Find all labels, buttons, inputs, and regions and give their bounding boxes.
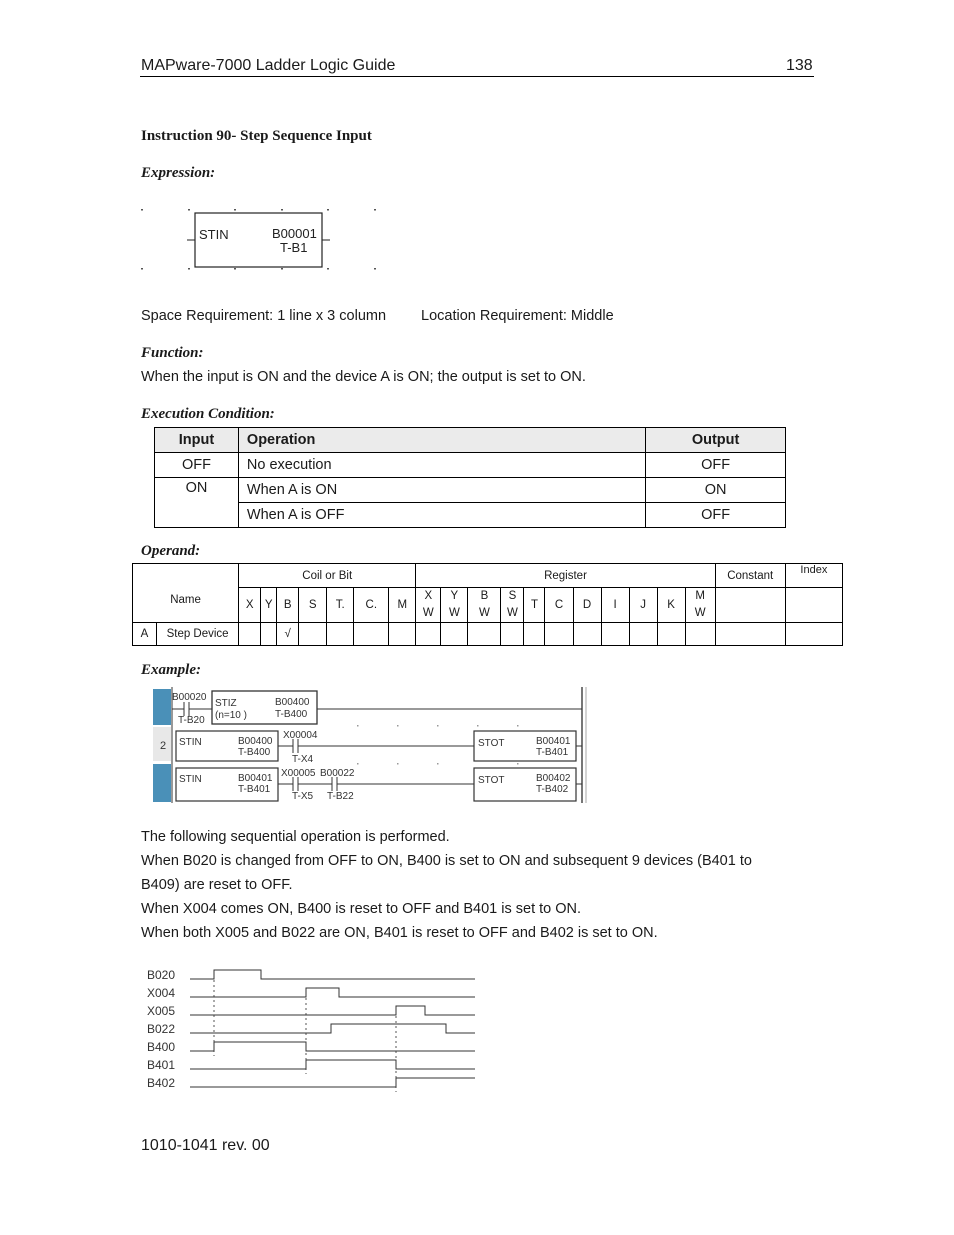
description-line: B409) are reset to OFF. bbox=[141, 877, 293, 893]
col-sw: S W bbox=[501, 588, 524, 623]
col-constant bbox=[715, 588, 785, 623]
header-input: Input bbox=[155, 428, 239, 453]
r3-stot-device: B00402 bbox=[536, 773, 571, 784]
cell-input: ON bbox=[155, 478, 239, 528]
cell-output: ON bbox=[646, 478, 786, 503]
r3-stin-tag: T-B401 bbox=[238, 784, 271, 795]
r3-contact2-tag: T-B22 bbox=[327, 791, 354, 802]
table-row bbox=[133, 623, 843, 646]
col-b: B bbox=[277, 588, 299, 623]
col-d: D bbox=[573, 588, 601, 623]
operand-table bbox=[132, 563, 843, 646]
cell-operation: When A is OFF bbox=[238, 503, 645, 528]
cell-output: OFF bbox=[646, 453, 786, 478]
signal-label: B401 bbox=[147, 1058, 176, 1072]
r2-stin-tag: T-B400 bbox=[238, 747, 271, 758]
r2-contact-tag: T-X4 bbox=[292, 754, 314, 765]
col-x: X bbox=[239, 588, 261, 623]
cell-output: OFF bbox=[646, 503, 786, 528]
table-row bbox=[155, 478, 786, 503]
header-operation: Operation bbox=[238, 428, 645, 453]
cell-operation: No execution bbox=[238, 453, 645, 478]
col-xw: X W bbox=[416, 588, 441, 623]
col-k: K bbox=[657, 588, 685, 623]
instruction-title: Instruction 90- Step Sequence Input bbox=[141, 128, 372, 144]
r1-contact-device: B00020 bbox=[172, 692, 207, 703]
col-bw: B W bbox=[468, 588, 501, 623]
register-group-header: Register bbox=[416, 564, 715, 588]
rung-number: 2 bbox=[160, 740, 167, 752]
signal-label: B402 bbox=[147, 1076, 176, 1090]
description-line: The following sequential operation is performed. bbox=[141, 829, 450, 845]
col-t: T. bbox=[327, 588, 354, 623]
col-index bbox=[785, 588, 842, 623]
function-text: When the input is ON and the device A is ON; the output is set to ON. bbox=[141, 369, 586, 385]
header-title: MAPware-7000 Ladder Logic Guide bbox=[141, 57, 396, 74]
check-b: √ bbox=[277, 623, 299, 646]
col-c: C. bbox=[354, 588, 389, 623]
block-tag: T-B1 bbox=[280, 240, 308, 255]
description-line: When B020 is changed from OFF to ON, B400 is set to ON and subsequent 9 devices (B401 to bbox=[141, 853, 752, 869]
ladder-example bbox=[152, 687, 592, 805]
operand-group-row bbox=[133, 564, 843, 588]
col-j: J bbox=[629, 588, 657, 623]
footer-doc-number: 1010-1041 rev. 00 bbox=[141, 1137, 270, 1154]
block-mnemonic: STIN bbox=[199, 227, 229, 242]
r3-stot-mnemonic: STOT bbox=[478, 775, 505, 786]
cell-operation: When A is ON bbox=[238, 478, 645, 503]
signal-label: B400 bbox=[147, 1040, 176, 1054]
expression-diagram bbox=[135, 200, 395, 280]
expression-label: Expression: bbox=[141, 165, 216, 181]
r1-box-tag: T-B400 bbox=[275, 709, 308, 720]
space-requirement: Space Requirement: 1 line x 3 column bbox=[141, 308, 387, 324]
r3-stin-mnemonic: STIN bbox=[179, 774, 202, 785]
col-i: I bbox=[601, 588, 629, 623]
col-c-reg: C bbox=[545, 588, 573, 623]
location-requirement: Location Requirement: Middle bbox=[421, 308, 614, 324]
r3-contact1-device: X00005 bbox=[281, 768, 316, 779]
r2-stot-device: B00401 bbox=[536, 736, 571, 747]
timing-diagram bbox=[145, 964, 480, 1096]
coil-group-header: Coil or Bit bbox=[239, 564, 416, 588]
col-y: Y bbox=[261, 588, 277, 623]
description-line: When both X005 and B022 are ON, B401 is reset to OFF and B402 is set to ON. bbox=[141, 925, 658, 941]
signal-label: X004 bbox=[147, 986, 176, 1000]
function-label: Function: bbox=[141, 345, 204, 361]
index-header: Index bbox=[785, 564, 842, 588]
table-row bbox=[155, 453, 786, 478]
execution-header-row bbox=[155, 428, 786, 453]
execution-label: Execution Condition: bbox=[141, 406, 275, 422]
signal-label: X005 bbox=[147, 1004, 176, 1018]
r3-stot-tag: T-B402 bbox=[536, 784, 569, 795]
constant-header: Constant bbox=[715, 564, 785, 588]
r2-stot-tag: T-B401 bbox=[536, 747, 569, 758]
operand-id: A bbox=[133, 623, 157, 646]
col-mw: M W bbox=[685, 588, 715, 623]
r1-box-param: (n=10 ) bbox=[215, 710, 247, 721]
cell-input: OFF bbox=[155, 453, 239, 478]
r2-stot-mnemonic: STOT bbox=[478, 738, 505, 749]
table-row bbox=[155, 503, 786, 528]
header-rule bbox=[140, 76, 814, 77]
r2-stin-mnemonic: STIN bbox=[179, 737, 202, 748]
operand-column-row bbox=[133, 588, 843, 623]
signal-label: B020 bbox=[147, 968, 176, 982]
r3-stin-device: B00401 bbox=[238, 773, 273, 784]
col-yw: Y W bbox=[441, 588, 468, 623]
name-header: Name bbox=[133, 564, 239, 623]
col-m: M bbox=[389, 588, 416, 623]
r2-contact-device: X00004 bbox=[283, 730, 318, 741]
operand-label: Operand: bbox=[141, 543, 201, 559]
signal-label: B022 bbox=[147, 1022, 176, 1036]
header-output: Output bbox=[646, 428, 786, 453]
execution-table bbox=[154, 427, 786, 528]
page-number: 138 bbox=[786, 57, 813, 74]
col-t-reg: T bbox=[524, 588, 545, 623]
col-s: S bbox=[299, 588, 327, 623]
r1-box-device: B00400 bbox=[275, 697, 310, 708]
r3-contact1-tag: T-X5 bbox=[292, 791, 314, 802]
r1-contact-tag: T-B20 bbox=[178, 715, 205, 726]
description-line: When X004 comes ON, B400 is reset to OFF and B401 is set to ON. bbox=[141, 901, 582, 917]
block-device: B00001 bbox=[272, 226, 317, 241]
operand-name: Step Device bbox=[157, 623, 239, 646]
r2-stin-device: B00400 bbox=[238, 736, 273, 747]
example-label: Example: bbox=[141, 662, 201, 678]
r1-box-mnemonic: STIZ bbox=[215, 698, 237, 709]
r3-contact2-device: B00022 bbox=[320, 768, 355, 779]
